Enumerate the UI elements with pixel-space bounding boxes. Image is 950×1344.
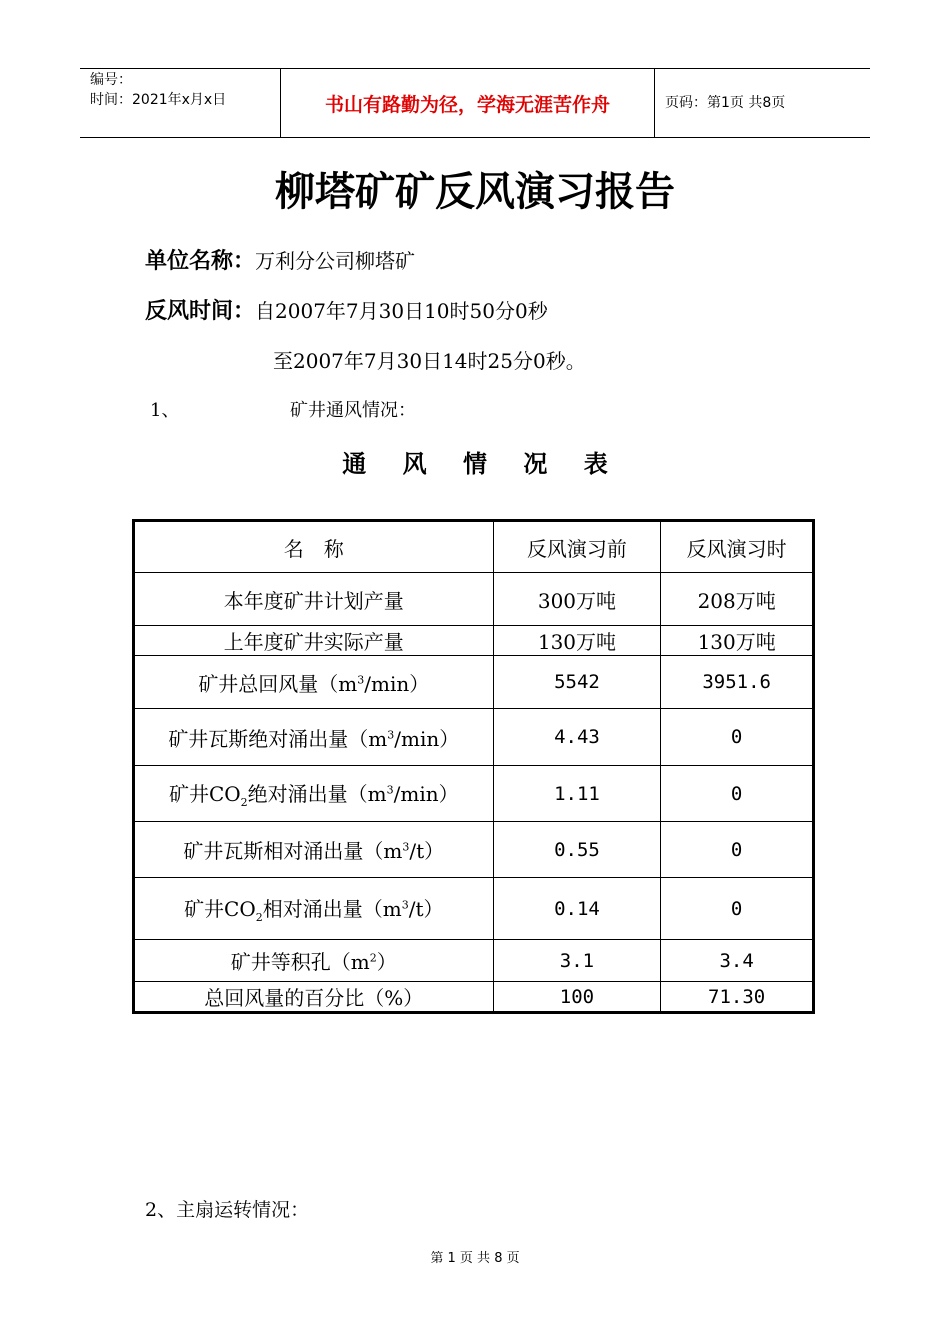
row-before: 0.55 — [493, 822, 661, 878]
unit-line — [145, 244, 415, 275]
table-row — [134, 626, 814, 656]
row-during: 208万吨 — [661, 573, 814, 626]
ventilation-table — [132, 519, 815, 1014]
reverse-time-to: 至2007年7月30日14时25分0秒。 — [273, 349, 586, 373]
page-info: 页码：第1页 共8页 — [665, 95, 786, 111]
table-row — [134, 822, 814, 878]
row-before: 130万吨 — [493, 626, 661, 656]
section-2-heading: 2、主扇运转情况： — [145, 1199, 310, 1221]
header-name: 名 称 — [134, 521, 494, 573]
row-name: 矿井总回风量$(m^3/\min)$ — [134, 656, 494, 709]
row-name: 矿井瓦斯相对涌出量$(m^3/t)$ — [134, 822, 494, 878]
time-label: 时间：2021年x月x日 — [90, 92, 227, 108]
table-title-char: 风 — [402, 450, 427, 478]
row-before: 4.43 — [493, 709, 661, 766]
header-page-cell — [655, 69, 870, 137]
reverse-time-to-line — [273, 345, 586, 374]
table-row — [134, 709, 814, 766]
unit-value: 万利分公司柳塔矿 — [255, 249, 416, 273]
table-row — [134, 766, 814, 822]
table-title-char: 况 — [523, 450, 548, 478]
motto-text: 书山有路勤为径，学海无涯苦作舟 — [324, 93, 610, 116]
header-motto-cell — [281, 69, 655, 137]
section-1-number: 1、 — [150, 400, 180, 421]
table-row — [134, 940, 814, 982]
row-name: 矿井等积孔$(m^2)$ — [134, 940, 494, 982]
section-1-heading — [150, 396, 416, 422]
table-header-row — [134, 521, 814, 573]
number-label: 编号： — [90, 72, 132, 88]
unit-label: 单位名称： — [145, 249, 256, 274]
header-meta-cell — [80, 69, 281, 137]
document-title: 柳塔矿矿反风演习报告 — [275, 169, 675, 215]
row-during: 0 — [661, 709, 814, 766]
header-before: 反风演习前 — [493, 521, 661, 573]
row-before: 100 — [493, 982, 661, 1013]
reverse-time-from: 自2007年7月30日10时50分0秒 — [255, 299, 548, 323]
section-1-text: 矿井通风情况： — [290, 400, 416, 421]
row-during: 0 — [661, 766, 814, 822]
row-before: 1.11 — [493, 766, 661, 822]
row-during: 71.30 — [661, 982, 814, 1013]
page-header — [80, 68, 870, 138]
row-during: 3951.6 — [661, 656, 814, 709]
row-before: 3.1 — [493, 940, 661, 982]
table-row — [134, 573, 814, 626]
table-row — [134, 878, 814, 940]
table-title-char: 表 — [583, 450, 608, 478]
row-name: 上年度矿井实际产量 — [134, 626, 494, 656]
table-title — [0, 444, 950, 479]
table-title-char: 情 — [463, 450, 487, 478]
row-name: 总回风量的百分比（%） — [134, 982, 494, 1013]
row-during: 0 — [661, 822, 814, 878]
row-during: 130万吨 — [661, 626, 814, 656]
page-footer: 第 1 页 共 8 页 — [430, 1251, 520, 1266]
reverse-time-label: 反风时间： — [145, 299, 256, 324]
row-during: 3.4 — [661, 940, 814, 982]
row-before: 0.14 — [493, 878, 661, 940]
row-name: 矿井$CO_2$绝对涌出量$(m^3/\min)$ — [134, 766, 494, 822]
row-during: 0 — [661, 878, 814, 940]
reverse-time-line — [145, 294, 548, 325]
table-row — [134, 656, 814, 709]
row-name: 矿井$CO_2$相对涌出量$(m^3/t)$ — [134, 878, 494, 940]
header-during: 反风演习时 — [661, 521, 814, 573]
row-before: 300万吨 — [493, 573, 661, 626]
table-row — [134, 982, 814, 1013]
row-before: 5542 — [493, 656, 661, 709]
row-name: 矿井瓦斯绝对涌出量$(m^3/\min)$ — [134, 709, 494, 766]
row-name: 本年度矿井计划产量 — [134, 573, 494, 626]
table-title-char: 通 — [342, 450, 367, 478]
